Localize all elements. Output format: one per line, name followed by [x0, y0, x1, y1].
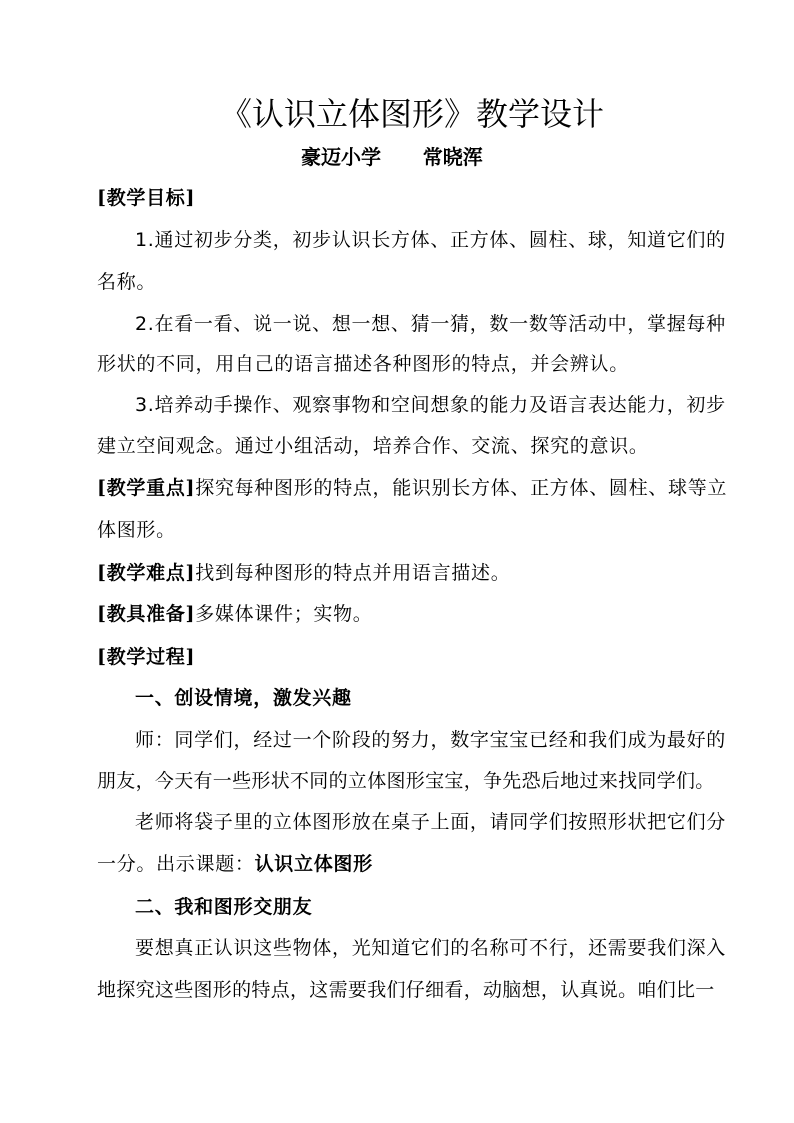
objective-2-line2: 形状的不同，用自己的语言描述各种图形的特点，并会辨认。 — [97, 353, 629, 375]
objectives-heading: [教学目标] — [97, 187, 196, 209]
lesson-topic: 认识立体图形 — [254, 853, 373, 875]
document-title: 《认识立体图形》教学设计 — [219, 95, 604, 133]
part1-para1-line2: 朋友，今天有一些形状不同的立体图形宝宝，争先恐后地过来找同学们。 — [97, 770, 715, 792]
key-points-label: [教学重点] — [97, 477, 196, 499]
difficulties-label: [教学难点] — [97, 562, 196, 584]
objective-1-line1: 1.通过初步分类，初步认识长方体、正方体、圆柱、球，知道它们的 — [135, 229, 726, 251]
part1-para1-line1: 师：同学们，经过一个阶段的努力，数字宝宝已经和我们成为最好的 — [135, 729, 727, 751]
part1-para2-line1: 老师将袋子里的立体图形放在桌子上面，请同学们按照形状把它们分 — [135, 811, 727, 833]
objective-1-line2: 名称。 — [97, 271, 157, 293]
part1-para2-prefix: 一分。出示课题： — [97, 853, 255, 875]
objective-2-line1: 2.在看一看、说一说、想一想、猜一猜，数一数等活动中，掌握每种 — [135, 313, 726, 335]
objective-3-line1: 3.培养动手操作、观察事物和空间想象的能力及语言表达能力，初步 — [135, 394, 726, 416]
author-spacer — [381, 145, 423, 169]
part1-heading: 一、创设情境，激发兴趣 — [135, 687, 352, 709]
author-name: 常晓浑 — [422, 145, 483, 169]
materials-line — [97, 602, 699, 626]
materials-label: [教具准备] — [97, 603, 196, 625]
key-points-text: 探究每种图形的特点，能识别长方体、正方体、圆柱、球等立 — [195, 477, 728, 499]
school-name: 豪迈小学 — [301, 145, 381, 169]
objective-3-line2: 建立空间观念。通过小组活动，培养合作、交流、探究的意识。 — [97, 435, 649, 457]
difficulties-text: 找到每种图形的特点并用语言描述。 — [195, 562, 511, 584]
author-line — [301, 143, 483, 171]
materials-text: 多媒体课件；实物。 — [195, 603, 373, 625]
part1-para2-line2 — [97, 852, 699, 876]
part2-para1-line1: 要想真正认识这些物体，光知道它们的名称可不行，还需要我们深入 — [135, 937, 727, 959]
key-points-line1 — [97, 476, 728, 500]
key-points-line2: 体图形。 — [97, 519, 176, 541]
difficulties-line — [97, 561, 699, 585]
part2-heading: 二、我和图形交朋友 — [135, 896, 313, 918]
part2-para1-line2: 地探究这些图形的特点，这需要我们仔细看，动脑想，认真说。咱们比一 — [97, 979, 715, 1001]
process-heading: [教学过程] — [97, 646, 196, 668]
